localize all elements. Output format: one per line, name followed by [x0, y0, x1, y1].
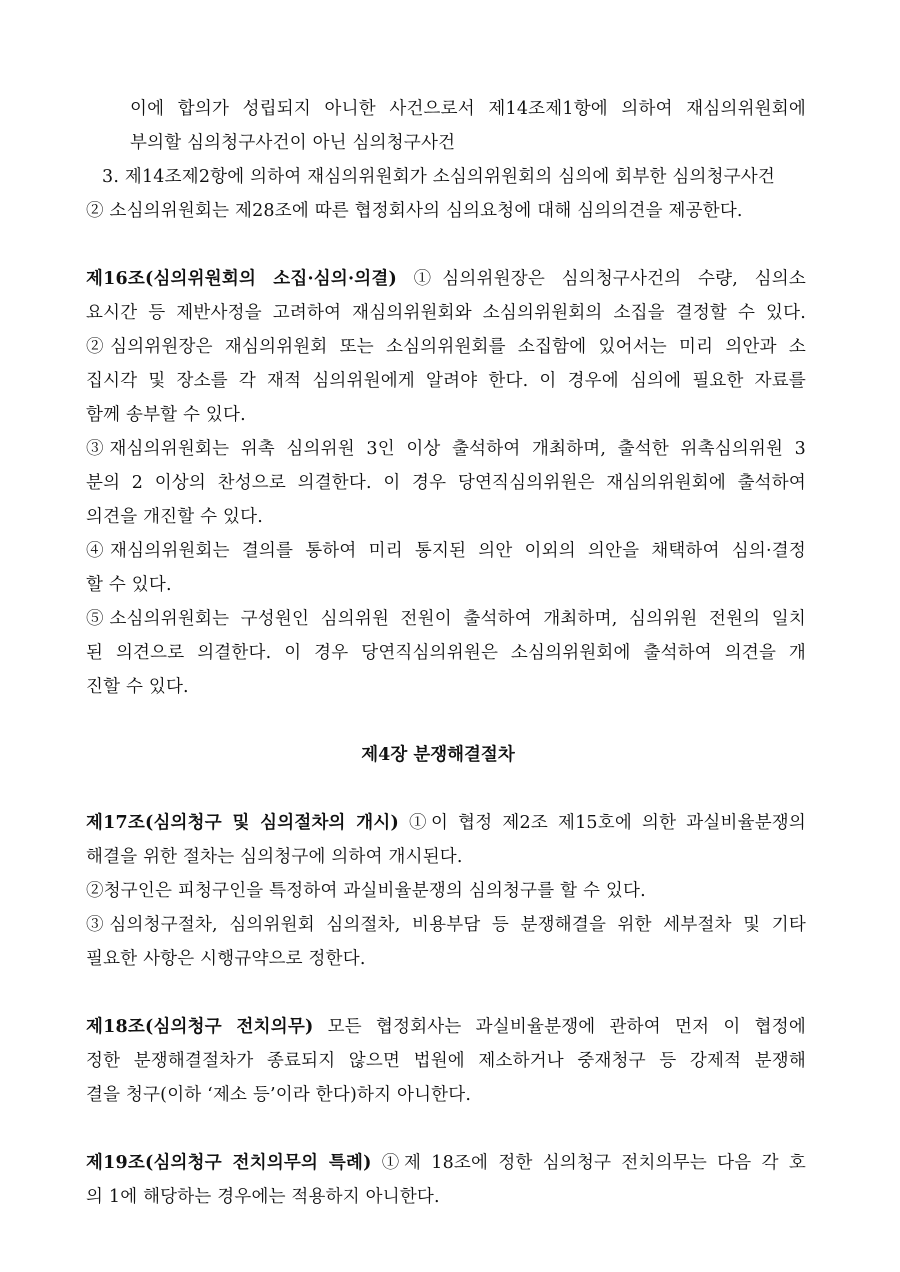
article-18: [86, 1010, 806, 1112]
article-17: [86, 806, 806, 976]
article-text: ①심의위원장은 심의청구사건의 수량, 심의소: [396, 269, 806, 289]
article-heading: 제17조(심의청구 및 심의절차의 개시): [86, 813, 399, 833]
article-first-line: [86, 806, 806, 840]
article-heading: 제19조(심의청구 전치의무의 특례): [86, 1153, 372, 1173]
list-item: 3. 제14조제2항에 의하여 재심의위원회가 소심의위원회의 심의에 회부한 심의청구사건: [102, 167, 776, 187]
text-line: 정한 분쟁해결절차가 종료되지 않으면 법원에 제소하거나 중재청구 등 강제적 분쟁해: [86, 1051, 806, 1071]
text-line: 결을 청구(이하 ‘제소 등’이라 한다)하지 아니한다.: [86, 1085, 472, 1105]
text-line: 할 수 있다.: [86, 575, 172, 595]
article-text: ①이 협정 제2조 제15호에 의한 과실비율분쟁의: [398, 813, 807, 833]
text-line: 이에 합의가 성립되지 아니한 사건으로서 제14조제1항에 의하여 재심의위원회에: [130, 99, 806, 119]
article-heading: 제18조(심의청구 전치의무): [86, 1017, 314, 1037]
text-line: ③심의청구절차, 심의위원회 심의절차, 비용부담 등 분쟁해결을 위한 세부절차 및 기타: [86, 915, 806, 935]
chapter-title: 제4장 분쟁해결절차: [361, 745, 515, 765]
text-line: 부의할 심의청구사건이 아닌 심의청구사건: [130, 133, 456, 153]
text-line: 의 1에 해당하는 경우에는 적용하지 아니한다.: [86, 1187, 440, 1207]
text-line: 함께 송부할 수 있다.: [86, 405, 246, 425]
article-16: [86, 262, 806, 704]
document-page: [86, 92, 806, 1214]
article-first-line: [86, 262, 806, 296]
article-first-line: [86, 1010, 806, 1044]
text-line: 진할 수 있다.: [86, 677, 189, 697]
article-text: ①제 18조에 정한 심의청구 전치의무는 다음 각 호: [371, 1153, 807, 1173]
text-line: ③재심의위원회는 위촉 심의위원 3인 이상 출석하여 개최하며, 출석한 위촉심의위원 3: [86, 439, 806, 459]
text-line: 집시각 및 장소를 각 재적 심의위원에게 알려야 한다. 이 경우에 심의에 필요한 자료를: [86, 371, 806, 391]
text-line: 해결을 위한 절차는 심의청구에 의하여 개시된다.: [86, 847, 463, 867]
text-line: ④재심의위원회는 결의를 통하여 미리 통지된 의안 이외의 의안을 채택하여 심의·결정: [86, 541, 806, 561]
article-first-line: [86, 1146, 806, 1180]
text-line: 된 의견으로 의결한다. 이 경우 당연직심의위원은 소심의위원회에 출석하여 의견을 개: [86, 643, 806, 663]
text-line: 필요한 사항은 시행규약으로 정한다.: [86, 949, 366, 969]
text-line: ⑤소심의위원회는 구성원인 심의위원 전원이 출석하여 개최하며, 심의위원 전원의 일치: [86, 609, 806, 629]
top-section: [86, 92, 806, 228]
text-line: 의견을 개진할 수 있다.: [86, 507, 263, 527]
article-text: 모든 협정회사는 과실비율분쟁에 관하여 먼저 이 협정에: [313, 1017, 806, 1037]
text-line: ②청구인은 피청구인을 특정하여 과실비율분쟁의 심의청구를 할 수 있다.: [86, 881, 646, 901]
text-line: 요시간 등 제반사정을 고려하여 재심의위원회와 소심의위원회의 소집을 결정할 수 있다.: [86, 303, 806, 323]
article-heading: 제16조(심의위원회의 소집·심의·의결): [86, 269, 397, 289]
text-line: 분의 2 이상의 찬성으로 의결한다. 이 경우 당연직심의위원은 재심의위원회에 출석하여: [86, 473, 806, 493]
paragraph-item: ② 소심의위원회는 제28조에 따른 협정회사의 심의요청에 대해 심의의견을 제공한다.: [86, 201, 743, 221]
article-19: [86, 1146, 806, 1214]
text-line: ②심의위원장은 재심의위원회 또는 소심의위원회를 소집함에 있어서는 미리 의안과 소: [86, 337, 806, 357]
